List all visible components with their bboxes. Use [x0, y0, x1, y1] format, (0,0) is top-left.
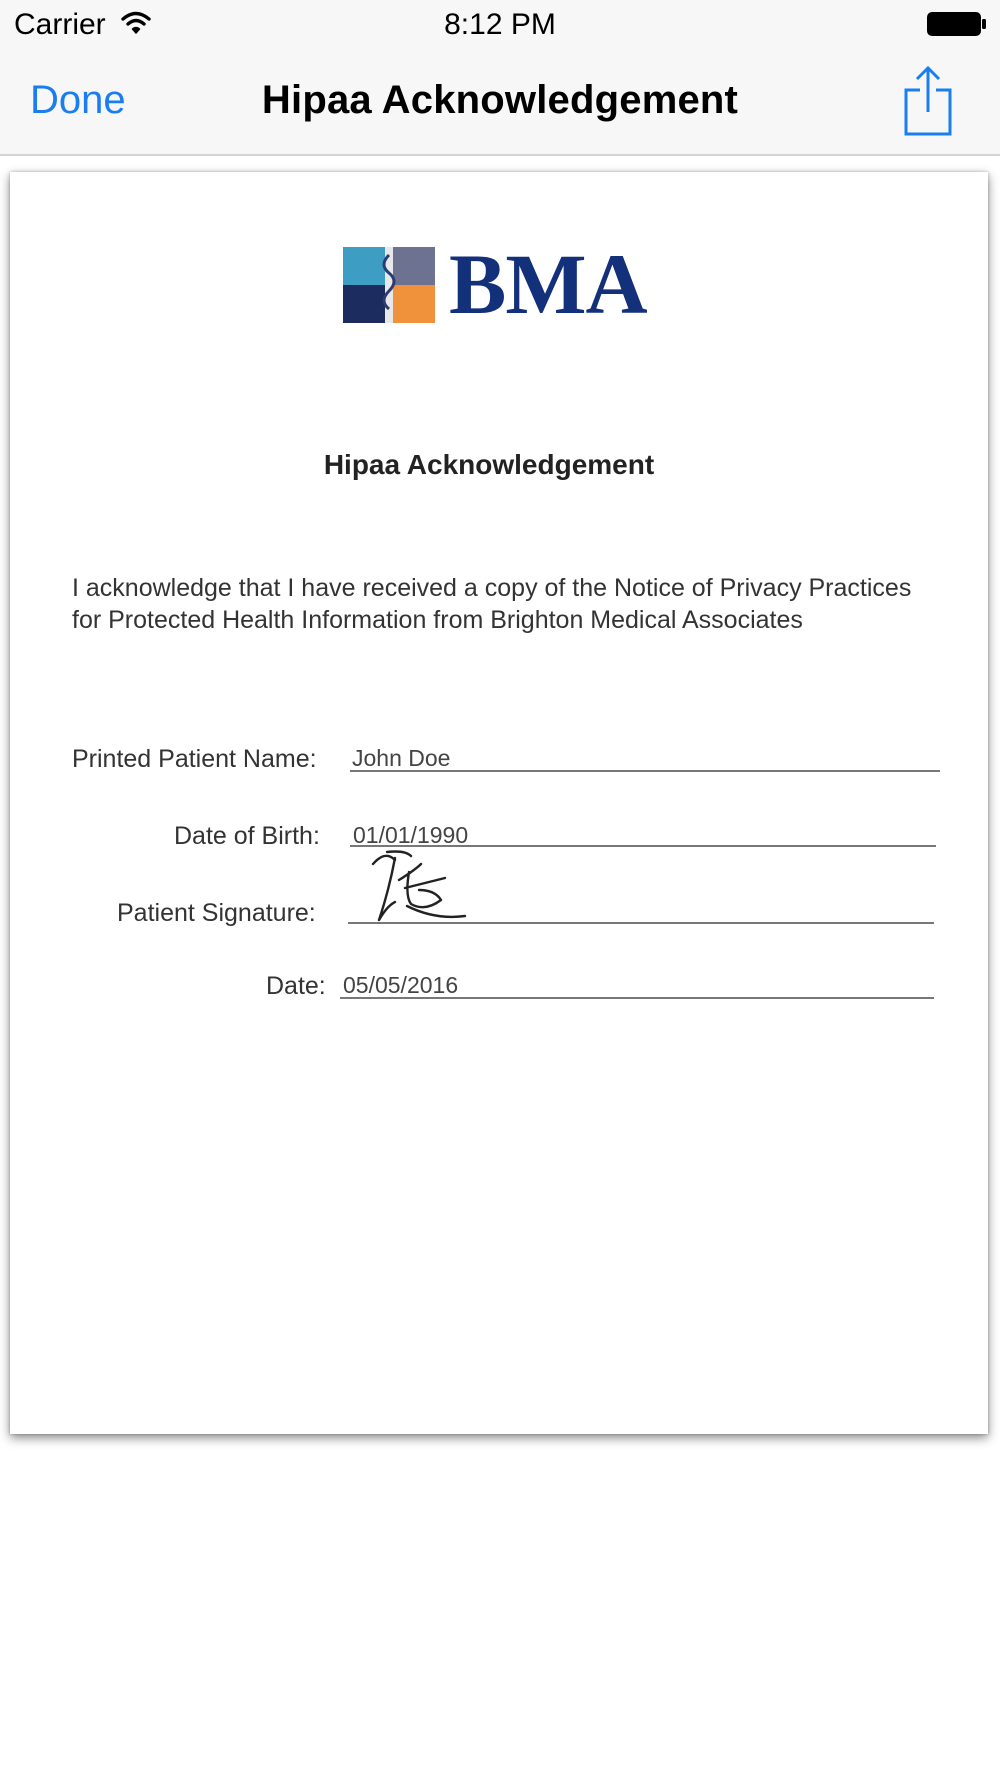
acknowledgement-text: I acknowledge that I have received a copy of the Notice of Privacy Practices for Protected Health Information from Brighton Medical Associates [72, 574, 912, 634]
document-page [10, 172, 988, 1434]
battery-icon [926, 11, 988, 37]
date-line [340, 997, 934, 999]
dob-label: Date of Birth: [174, 822, 320, 850]
carrier-label: Carrier [14, 8, 106, 41]
status-time: 8:12 PM [444, 8, 556, 41]
date-label: Date: [266, 972, 326, 1000]
dob-line [350, 845, 936, 847]
done-button[interactable]: Done [30, 78, 126, 122]
logo-mark-icon [343, 247, 435, 323]
navigation-bar [0, 50, 1000, 156]
status-bar [0, 0, 1000, 50]
bma-logo [343, 236, 647, 332]
signature-line [348, 922, 934, 924]
logo-text: BMA [449, 236, 647, 332]
page-title: Hipaa Acknowledgement [261, 78, 739, 122]
patient-name-label: Printed Patient Name: [72, 745, 317, 773]
share-icon[interactable] [900, 64, 956, 138]
patient-name-value: John Doe [352, 745, 451, 771]
dob-value: 01/01/1990 [353, 822, 469, 848]
date-value: 05/05/2016 [343, 972, 459, 998]
document-title: Hipaa Acknowledgement [323, 449, 655, 480]
signature-label: Patient Signature: [117, 899, 316, 927]
signature-image [365, 850, 480, 932]
patient-name-line [350, 770, 940, 772]
